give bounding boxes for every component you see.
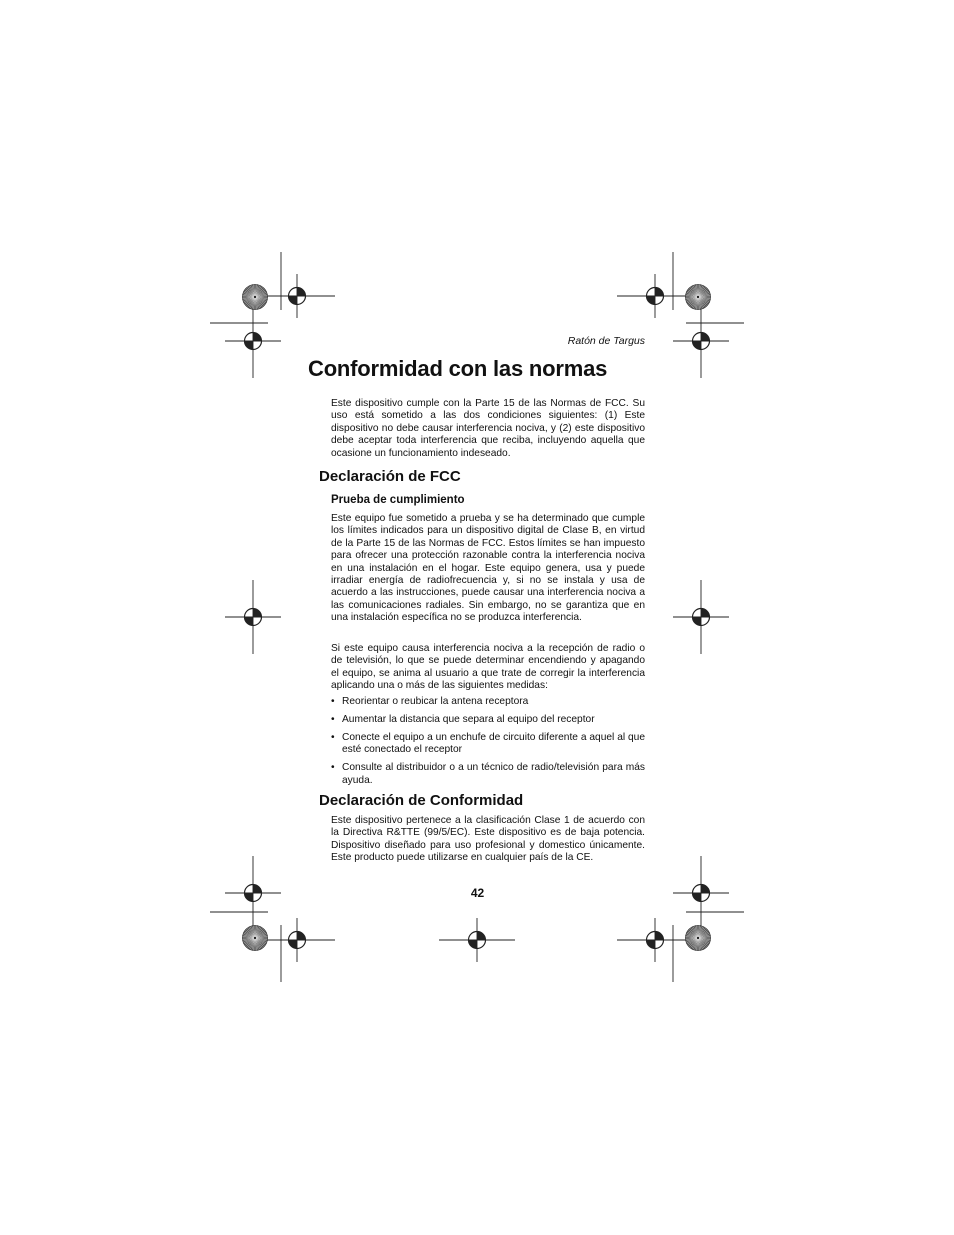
compliance-subheading: Prueba de cumplimiento (331, 494, 465, 506)
list-item: • Aumentar la distancia que separa al equipo del receptor (331, 714, 645, 726)
registration-mark (673, 304, 729, 378)
registration-star-icon (686, 926, 711, 951)
registration-mark (439, 918, 515, 962)
list-item: • Reorientar o reubicar la antena receptora (331, 696, 645, 708)
page-title: Conformidad con las normas (308, 356, 608, 381)
conformity-paragraph: Este dispositivo pertenece a la clasificación Clase 1 de acuerdo con la Directiva R&TTE (99/5/EC). Este dispositivo es de baja potencia. Dispositivo diseñado para uso profesional y domestico únicamente. Este producto puede utilizarse en cualquier país de la CE. (331, 815, 645, 864)
fcc-paragraph-1: Este equipo fue sometido a prueba y se ha determinado que cumple los límites indicados para un dispositivo digital de Clase B, en virtud de la Parte 15 de las Normas de FCC. Estos límites se han impuesto para ofrecer una protección razonable contra la interferencia nociva en una instalación en el hogar. Este equipo genera, usa y puede irradiar energía de radiofrecuencia y, si no se instala y usa de acuerdo a las instrucciones, puede causar una interferencia nociva a las comunicaciones radiales. Sin embargo, no se garantiza que en una instalación específica no se produzca interferencia. (331, 513, 645, 624)
measures-list (331, 696, 645, 792)
registration-mark (225, 580, 281, 654)
registration-mark (617, 274, 693, 318)
fcc-heading: Declaración de FCC (319, 468, 461, 485)
registration-mark (673, 580, 729, 654)
registration-star-icon (243, 285, 268, 310)
list-item: • Conecte el equipo a un enchufe de circuito diferente a aquel al que esté conectado el receptor (331, 732, 645, 757)
fcc-paragraph-2: Si este equipo causa interferencia nociva a la recepción de radio o de televisión, lo que se puede determinar encendiendo y apagando el equipo, se anima al usuario a que trate de corregir la interferencia aplicando una o más de las siguientes medidas: (331, 643, 645, 692)
registration-mark (259, 274, 335, 318)
page-number: 42 (470, 886, 485, 900)
registration-mark (225, 304, 281, 378)
running-header: Ratón de Targus (567, 335, 645, 347)
registration-mark (617, 918, 693, 962)
registration-mark (225, 856, 281, 930)
list-item: • Consulte al distribuidor o a un técnico de radio/televisión para más ayuda. (331, 762, 645, 787)
registration-star-icon (686, 285, 711, 310)
registration-mark (259, 918, 335, 962)
registration-mark (673, 856, 729, 930)
registration-star-icon (243, 926, 268, 951)
conformity-heading: Declaración de Conformidad (319, 792, 524, 809)
intro-paragraph: Este dispositivo cumple con la Parte 15 de las Normas de FCC. Su uso está sometido a las dos condiciones siguientes: (1) Este dispositivo no debe causar interferencia nociva, y (2) este dispositivo debe aceptar toda interferencia que reciba, incluyendo aquella que ocasione un funcionamiento indeseado. (331, 398, 645, 459)
